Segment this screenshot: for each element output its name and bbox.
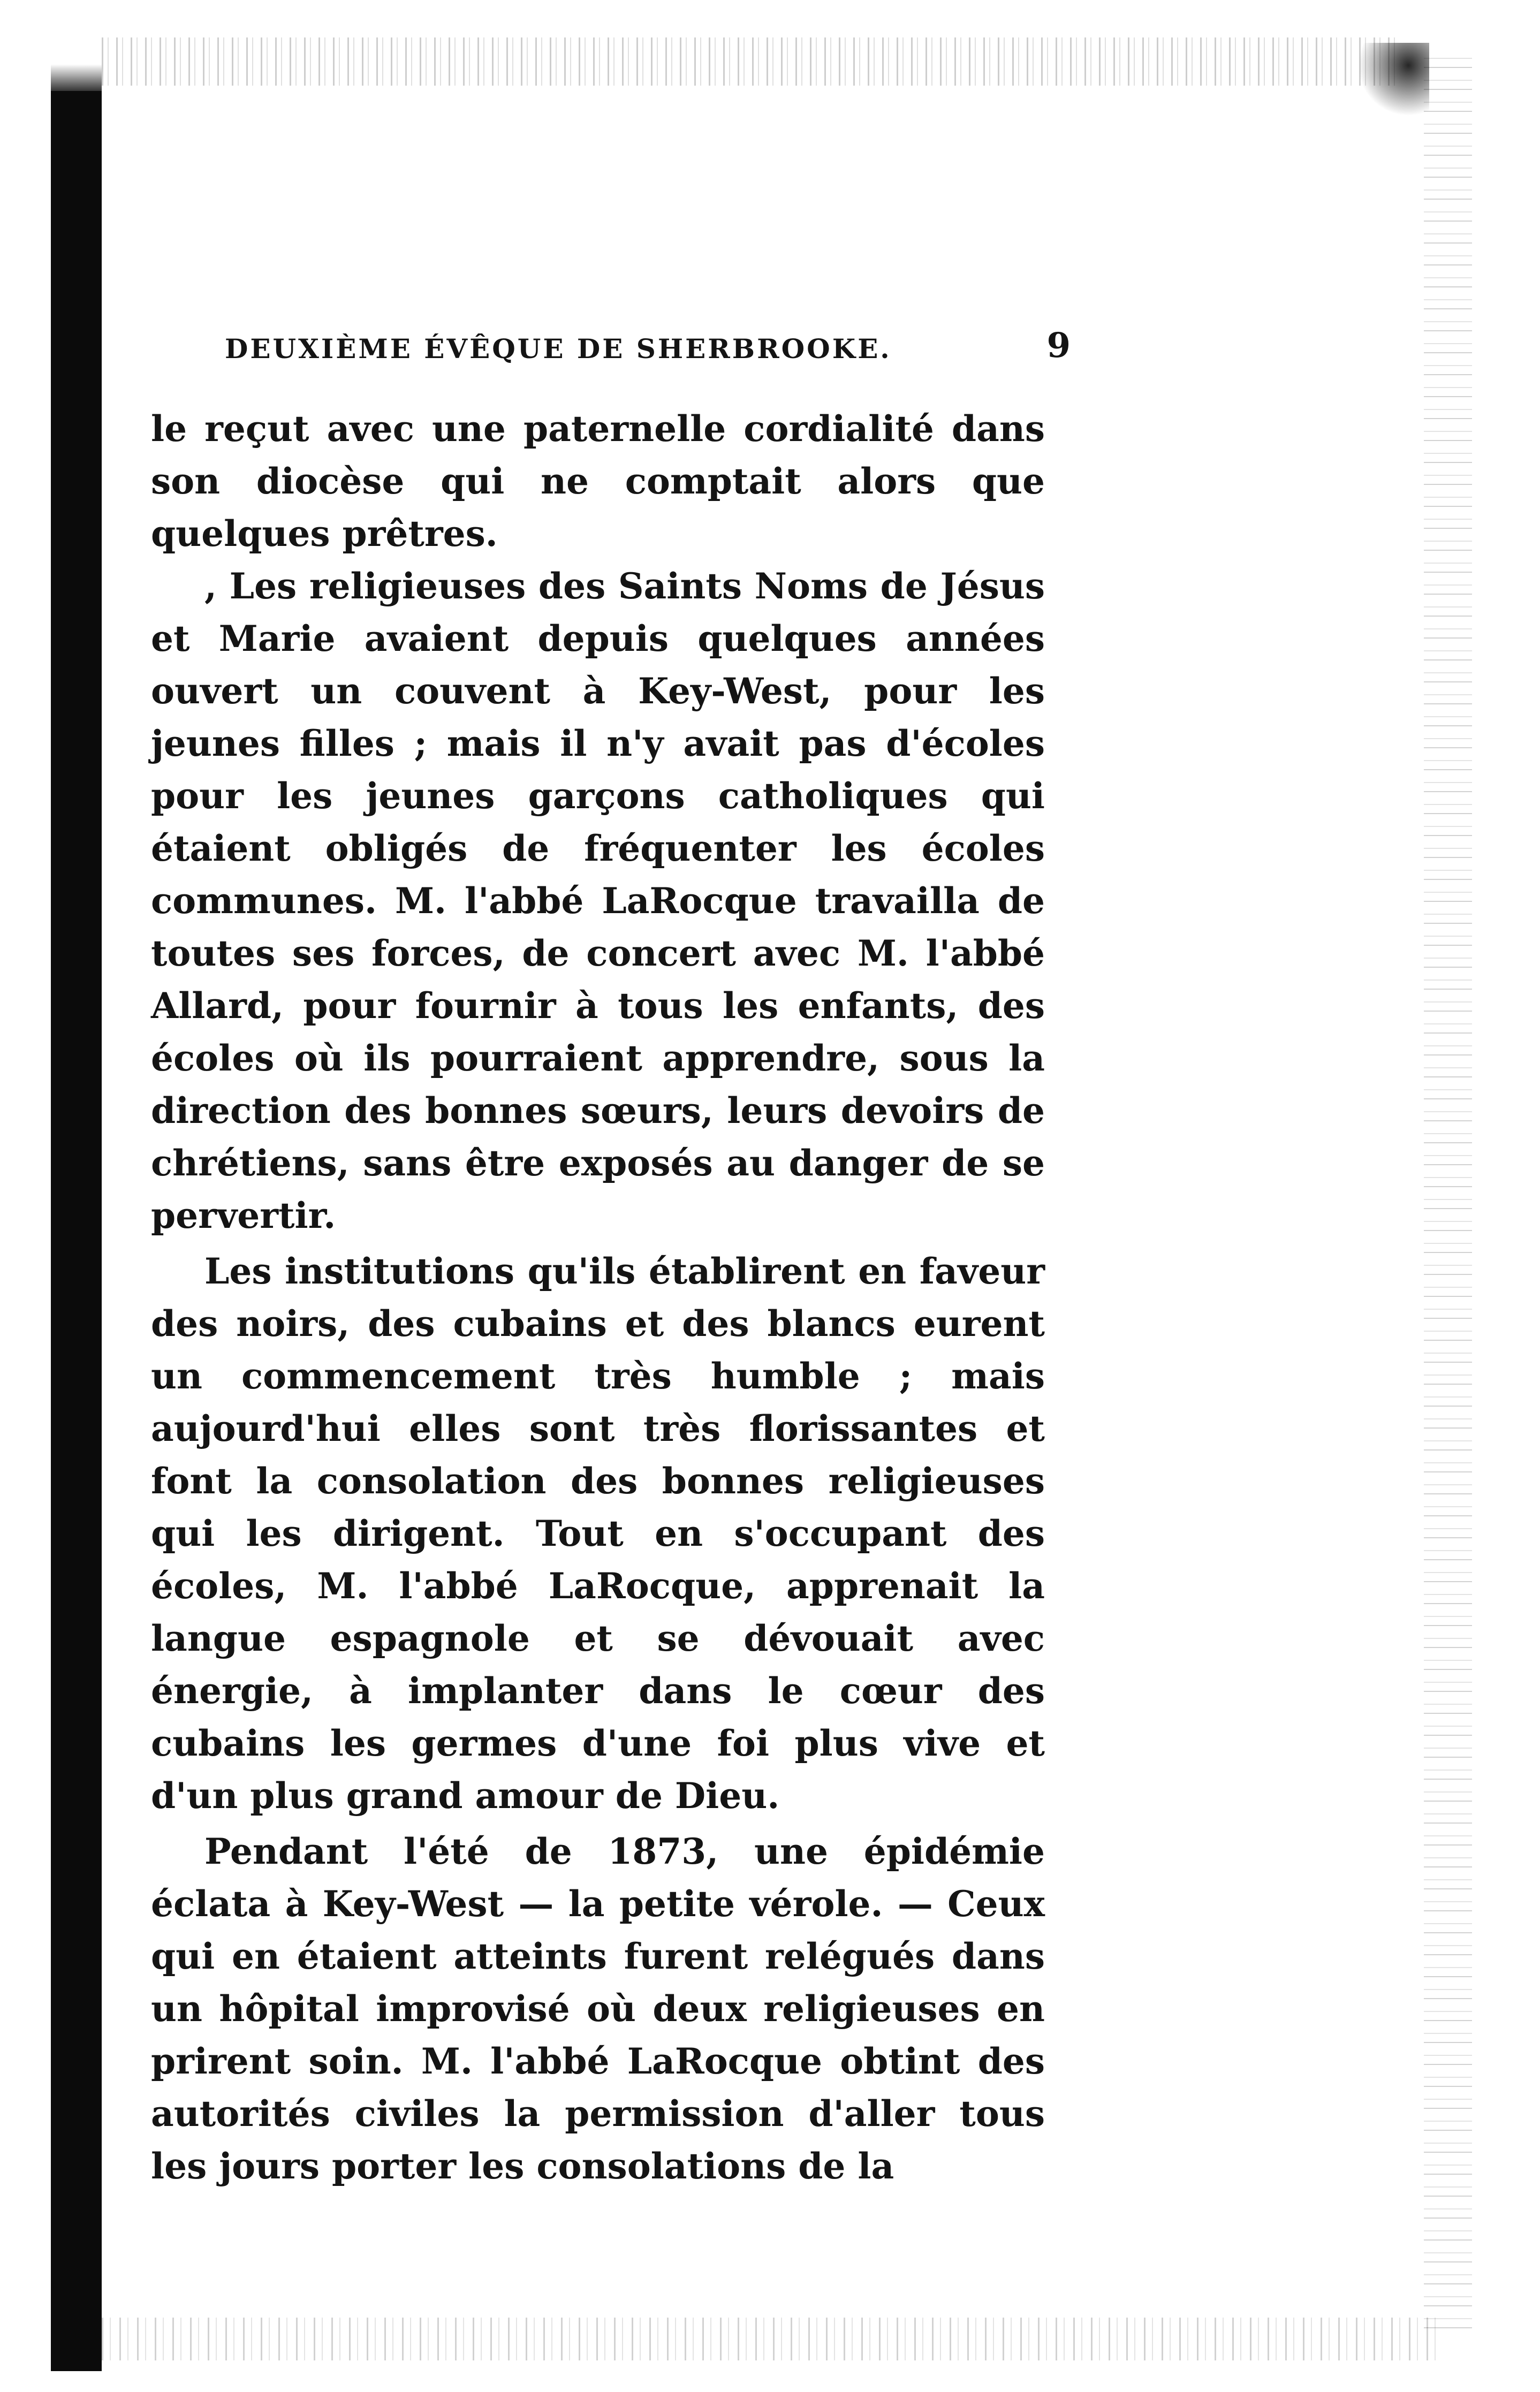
scan-noise-bottom: [102, 2318, 1440, 2360]
paragraph: le reçut avec une paternelle cordialité dans son diocèse qui ne comptait alors que quelques prêtres.: [151, 408, 1045, 555]
scan-noise-top: [102, 37, 1397, 86]
paragraph: , Les religieuses des Saints Noms de Jésus et Marie avaient depuis quelques années ouvert un couvent à Key-West, pour les jeunes filles ; mais il n'y avait pas d'écoles pour les jeunes garçons catholiques qui étaient obligés de fréquenter les écoles communes. M. l'abbé LaRocque travailla de toutes ses forces, de concert avec M. l'abbé Allard, pour fournir à tous les enfants, des écoles où ils pourraient apprendre, sous la direction des bonnes sœurs, leurs devoirs de chrétiens, sans être exposés au danger de se pervertir.: [151, 565, 1045, 1236]
binding-edge: [51, 91, 102, 2371]
paragraph: Pendant l'été de 1873, une épidémie éclata à Key-West — la petite vérole. — Ceux qui en étaient atteints furent relégués dans un hôpital improvisé où deux religieuses en prirent soin. M. l'abbé LaRocque obtint des autorités civiles la permission d'aller tous les jours porter les consolations de la: [151, 1831, 1045, 2187]
running-title: DEUXIÈME ÉVÊQUE DE SHERBROOKE.: [225, 333, 892, 365]
scan-noise-right: [1424, 48, 1472, 2328]
page-number: 9: [1046, 325, 1071, 366]
scan-corner-mark: [1360, 43, 1429, 118]
body-text: [151, 403, 1045, 2192]
paragraph: Les institutions qu'ils établirent en faveur des noirs, des cubains et des blancs eurent un commencement très humble ; mais aujourd'hui elles sont très florissantes et font la consolation des bonnes religieuses qui les dirigent. Tout en s'occupant des écoles, M. l'abbé LaRocque, apprenait la langue espagnole et se dévouait avec énergie, à implanter dans le cœur des cubains les germes d'une foi plus vive et d'un plus grand amour de Dieu.: [151, 1250, 1045, 1817]
running-head: [225, 325, 1071, 370]
